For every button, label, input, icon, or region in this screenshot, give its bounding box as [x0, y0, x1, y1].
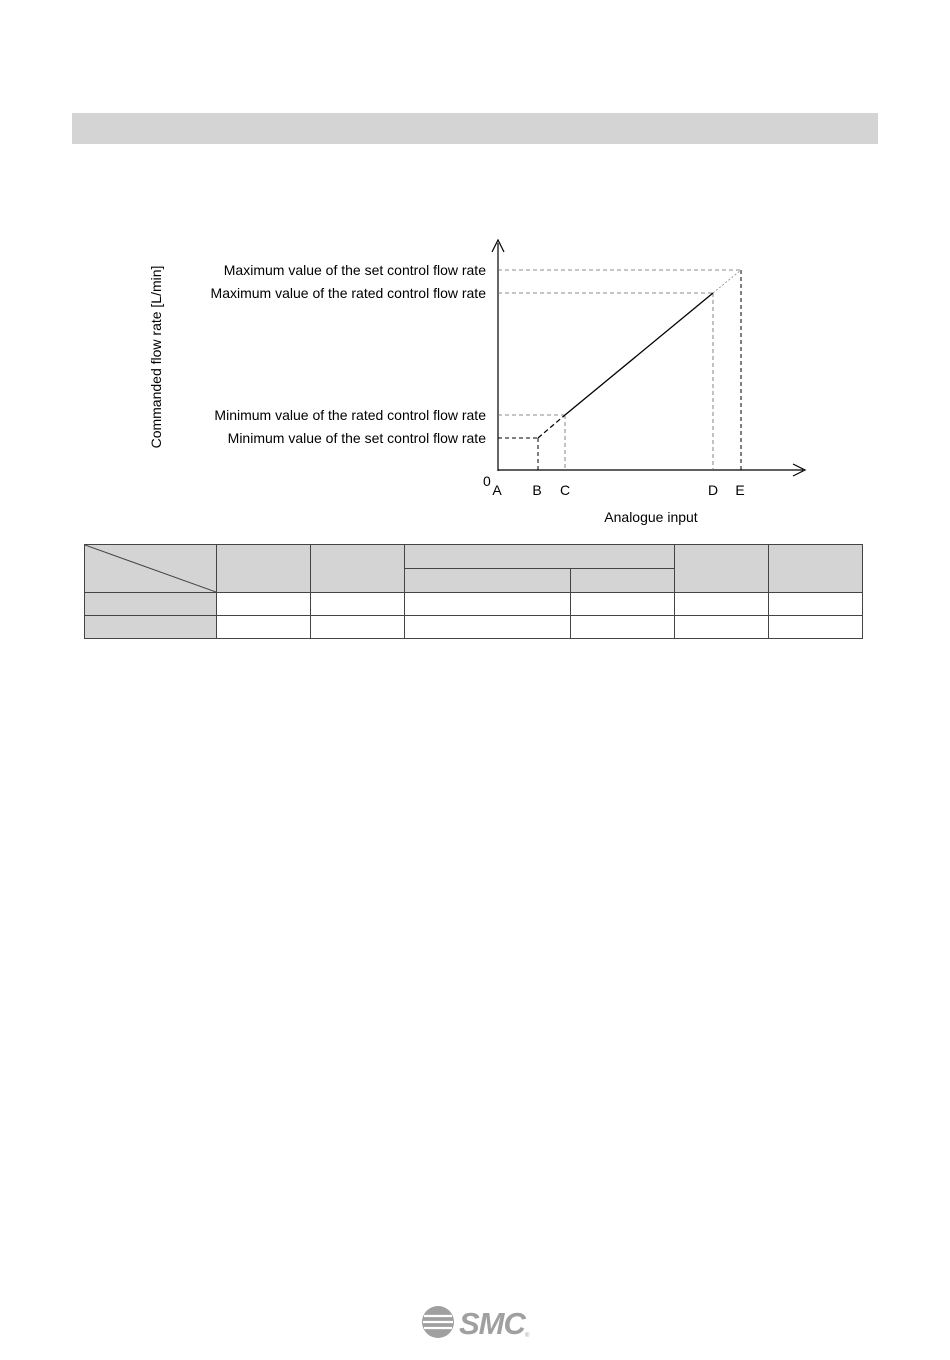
- table-row-header: [85, 616, 217, 639]
- table-header-cell: [311, 545, 405, 593]
- spec-table: [84, 544, 863, 639]
- table-cell: [311, 593, 405, 616]
- x-tick-label: C: [559, 482, 571, 498]
- table-cell: [571, 593, 675, 616]
- table-cell: [675, 593, 769, 616]
- table-subheader-cell: [571, 569, 675, 593]
- x-tick-label: E: [735, 482, 745, 498]
- y-tick-label: Minimum value of the set control flow rate: [227, 430, 486, 446]
- x-tick-label: A: [492, 482, 502, 498]
- origin-label: 0: [483, 473, 491, 489]
- segment-c-d: [565, 293, 713, 415]
- table-row-header: [85, 593, 217, 616]
- table-cell: [675, 616, 769, 639]
- y-tick-label: Maximum value of the rated control flow rate: [210, 285, 486, 301]
- table-cell: [217, 616, 311, 639]
- svg-text:®: ®: [525, 1333, 530, 1339]
- table-header-cell: [217, 545, 311, 593]
- x-tick-label: B: [532, 482, 542, 498]
- segment-b-c: [538, 415, 565, 438]
- x-tick-label: D: [707, 482, 719, 498]
- table-row: [85, 593, 863, 616]
- table-cell: [311, 616, 405, 639]
- table-corner-cell: [85, 545, 217, 593]
- y-tick-label: Maximum value of the set control flow rate: [223, 262, 486, 278]
- y-tick-label: Minimum value of the rated control flow rate: [214, 407, 486, 423]
- x-axis-title: Analogue input: [604, 509, 698, 525]
- table-cell: [217, 593, 311, 616]
- table-cell: [769, 593, 863, 616]
- table-cell: [405, 616, 571, 639]
- smc-logo: [421, 1303, 531, 1341]
- table-header-cell: [405, 545, 675, 569]
- y-axis-title: Commanded flow rate [L/min]: [148, 265, 164, 449]
- table-cell: [405, 593, 571, 616]
- table-row: [85, 616, 863, 639]
- corner-diagonal: [85, 545, 216, 592]
- segment-d-e: [713, 270, 741, 293]
- flow-rate-chart: [0, 0, 950, 540]
- table-subheader-cell: [405, 569, 571, 593]
- table-cell: [571, 616, 675, 639]
- svg-text:SMC: SMC: [459, 1306, 525, 1341]
- table-header-cell: [675, 545, 769, 593]
- table-header-cell: [769, 545, 863, 593]
- table-cell: [769, 616, 863, 639]
